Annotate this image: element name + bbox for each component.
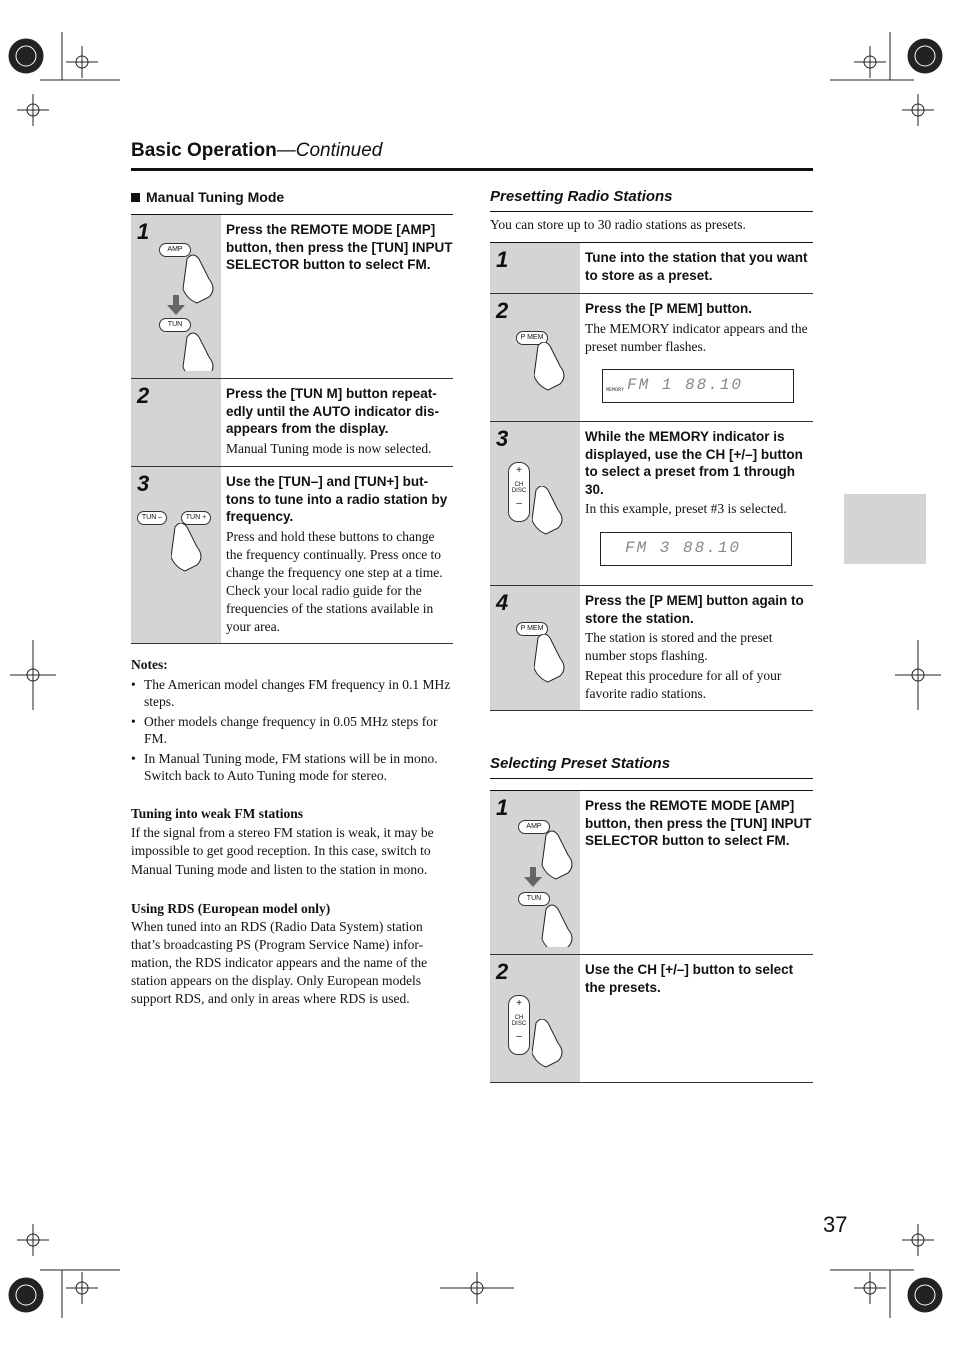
page-title: Basic Operation—Continued bbox=[131, 140, 383, 161]
pmem-button-icon: P MEM bbox=[516, 622, 548, 636]
hand-press-icon bbox=[532, 486, 577, 536]
manual-step-2: 2 Press the [TUN M] button repeat-edly until the AUTO indicator dis-appears from the display. Manual Tuning mode is now selected. bbox=[131, 379, 453, 467]
pmem-button-icon: P MEM bbox=[516, 331, 548, 345]
manual-tuning-heading: Manual Tuning Mode bbox=[131, 189, 284, 205]
hand-press-icon bbox=[534, 342, 579, 392]
preset-step-1: 1 Tune into the station that you want to store as a preset. bbox=[490, 243, 813, 294]
presetting-intro: You can store up to 30 radio stations as presets. bbox=[490, 217, 746, 232]
lcd-display-memory: MEMORY FM 1 88.10 bbox=[602, 369, 794, 403]
hand-press-icon bbox=[510, 817, 580, 947]
notes: Notes: • The American model changes FM frequency in 0.1 MHz steps. • Other models change frequency in 0.05 MHz steps for FM. • In Manual Tuning mode, FM stations will be in mono. Switch back to Auto Tuning mode for stereo. bbox=[131, 656, 455, 787]
section-tab bbox=[844, 494, 926, 564]
tun-plus-button-icon: TUN + bbox=[181, 511, 211, 525]
presetting-heading: Presetting Radio Stations bbox=[490, 188, 673, 205]
select-step-1: 1 AMP TUN Press the REMOTE MODE [AMP] button, then press the [TUN] INPUT SELECTOR button to select FM. bbox=[490, 791, 813, 955]
hand-press-icon bbox=[171, 523, 216, 573]
rds-section: Using RDS (European model only) When tuned into an RDS (Radio Data System) station that’s broadcasting PS (Program Service Name) infor-mation, the RDS indicator appears and the name of the station appears on the display. Only European models support RDS, and only in areas where RDS is used. bbox=[131, 901, 428, 1006]
tun-button-icon: TUN bbox=[518, 892, 550, 906]
ch-disc-button-icon: + CH DISC – bbox=[508, 462, 530, 522]
note-item: • Other models change frequency in 0.05 MHz steps for FM. bbox=[131, 713, 455, 748]
ch-disc-button-icon: + CH DISC – bbox=[508, 995, 530, 1055]
preset-step-3: 3 + CH DISC – While the MEMORY indicator is displayed, use the CH [+/–] button to select a preset from 1 through 30. In this example, preset #3 is selected. FM 3 88.10 bbox=[490, 422, 813, 586]
amp-button-icon: AMP bbox=[518, 820, 550, 834]
amp-button-icon: AMP bbox=[159, 243, 191, 257]
square-bullet-icon bbox=[131, 193, 140, 202]
select-step-2: 2 + CH DISC – Use the CH [+/–] button to select the presets. bbox=[490, 955, 813, 1083]
weak-fm-section: Tuning into weak FM stations If the signal from a stereo FM station is weak, it may be impossible to get good reception. In this case, switch to Manual Tuning mode and listen to the station in mono. bbox=[131, 806, 434, 877]
page-header bbox=[131, 138, 813, 171]
hand-press-icon bbox=[151, 241, 221, 371]
note-item: • In Manual Tuning mode, FM stations will be in mono. Switch back to Auto Tuning mode for stereo. bbox=[131, 750, 455, 785]
manual-step-1: 1 AMP TUN Press the REMOTE MODE [AMP] button, then press the [TUN] INPUT SELECTOR button to select FM. bbox=[131, 215, 453, 379]
hand-press-icon bbox=[534, 634, 579, 684]
tun-button-icon: TUN bbox=[159, 318, 191, 332]
preset-step-4: 4 P MEM Press the [P MEM] button again to store the station. The station is stored and the preset number stops flashing. Repeat this procedure for all of your favorite radio stations. bbox=[490, 586, 813, 711]
tun-minus-button-icon: TUN – bbox=[137, 511, 167, 525]
hand-press-icon bbox=[532, 1019, 577, 1069]
page-number: 37 bbox=[823, 1212, 848, 1237]
manual-step-3: 3 TUN – TUN + Use the [TUN–] and [TUN+] but-tons to tune into a radio station by frequency. Press and hold these buttons to change the frequency continually. Press once to change the frequency one step at a time. Check your local radio guide for the frequencies of the stations available in your area. bbox=[131, 467, 453, 644]
lcd-display-preset: FM 3 88.10 bbox=[600, 532, 792, 566]
note-item: • The American model changes FM frequency in 0.1 MHz steps. bbox=[131, 676, 455, 711]
selecting-heading: Selecting Preset Stations bbox=[490, 755, 671, 772]
preset-step-2: 2 P MEM Press the [P MEM] button. The MEMORY indicator appears and the preset number flashes. MEMORY FM 1 88.10 bbox=[490, 294, 813, 422]
